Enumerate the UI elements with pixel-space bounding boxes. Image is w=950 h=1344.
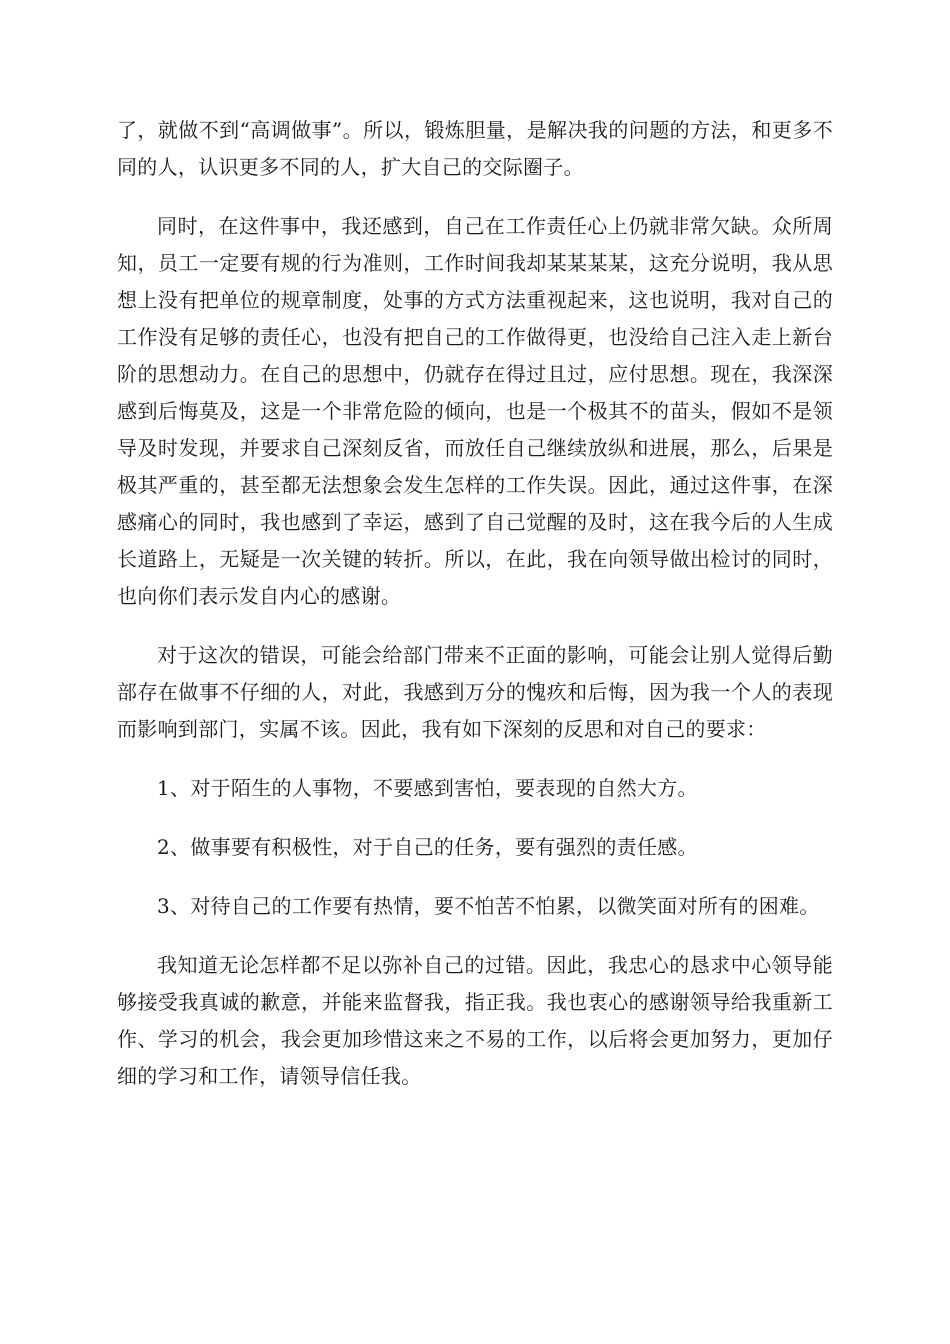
list-item-2: 2、做事要有积极性，对于自己的任务，要有强烈的责任感。 (157, 835, 698, 859)
paragraph-1: 了，就做不到“高调做事”。所以，锻炼胆量，是解决我的问题的方法，和更多不同的人，认识更多不同的人，扩大自己的交际圈子。 (117, 118, 833, 179)
paragraph-2: 同时，在这件事中，我还感到，自己在工作责任心上仍就非常欠缺。众所周知，员工一定要有规的行为准则，工作时间我却某某某某，这充分说明，我从思想上没有把单位的规章制度，处事的方式方法重视起来，这也说明，我对自己的工作没有足够的责任心，也没有把自己的工作做得更，也没给自己注入走上新台阶的思想动力。在自己的思想中，仍就存在得过且过，应付思想。现在，我深深感到后悔莫及，这是一个非常危险的倾向，也是一个极其不的苗头，假如不是领导及时发现，并要求自己深刻反省，而放任自己继续放纵和进展，那么，后果是极其严重的，甚至都无法想象会发生怎样的工作失误。因此，通过这件事，在深感痛心的同时，我也感到了幸运，感到了自己觉醒的及时，这在我今后的人生成长道路上，无疑是一次关键的转折。所以，在此，我在向领导做出检讨的同时，也向你们表示发自内心的感谢。 (117, 214, 833, 608)
closing-paragraph: 我知道无论怎样都不足以弥补自己的过错。因此，我忠心的恳求中心领导能够接受我真诚的歉意，并能来监督我，指正我。我也衷心的感谢领导给我重新工作、学习的机会，我会更加珍惜这来之不易的工作，以后将会更加努力，更加仔细的学习和工作，请领导信任我。 (117, 953, 833, 1088)
list-item-1: 1、对于陌生的人事物，不要感到害怕，要表现的自然大方。 (157, 776, 698, 800)
document-body (117, 112, 833, 1117)
list-item-3: 3、对待自己的工作要有热情，要不怕苦不怕累，以微笑面对所有的困难。 (157, 894, 820, 918)
paragraph-3: 对于这次的错误，可能会给部门带来不正面的影响，可能会让别人觉得后勤部存在做事不仔细的人，对此，我感到万分的愧疚和后悔，因为我一个人的表现而影响到部门，实属不该。因此，我有如下深刻的反思和对自己的要求： (117, 643, 833, 741)
